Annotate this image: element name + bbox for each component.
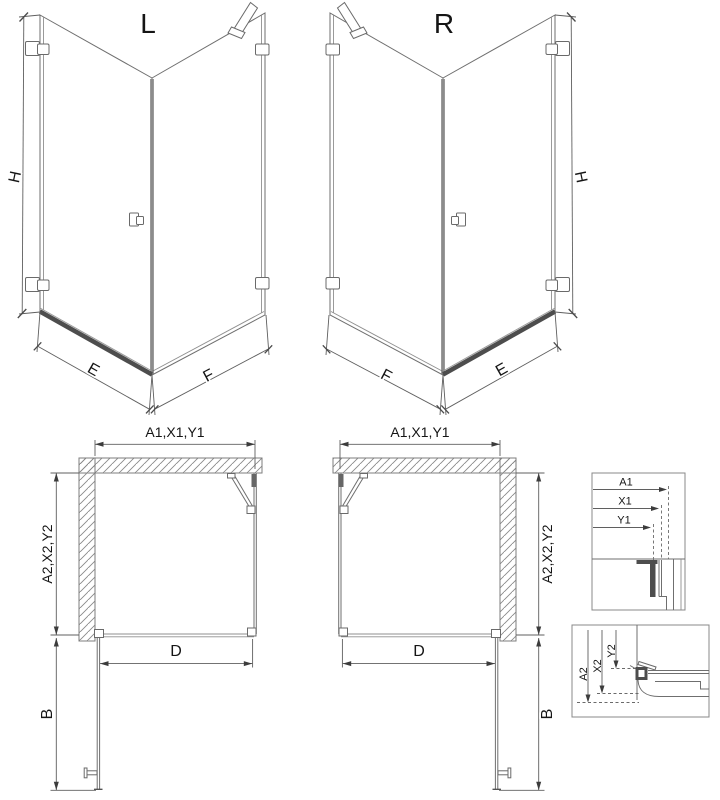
dim-label-door-width-right: E xyxy=(492,360,511,381)
detail-label-x2: X2 xyxy=(592,659,604,673)
wall-hatch-top-right-plan xyxy=(333,458,516,473)
plan-view-left xyxy=(39,424,262,790)
cabin-outline-right xyxy=(323,3,577,416)
wall-hatch-top-left-plan xyxy=(79,458,262,473)
dim-label-return-width-left: F xyxy=(200,366,218,386)
dim-label-return-width-right: F xyxy=(377,366,395,386)
wall-hatch-side-left-plan xyxy=(79,458,95,641)
plan-view-right xyxy=(333,424,556,790)
dim-label-plan-width-left: A1,X1,Y1 xyxy=(145,424,205,440)
iso-view-left xyxy=(6,3,272,416)
dim-label-opening-right: D xyxy=(413,643,425,660)
dim-label-height-right: H xyxy=(570,169,590,185)
cabin-outline-left xyxy=(18,3,272,416)
dim-label-door-swing-left: B xyxy=(39,708,56,720)
dim-label-opening-left: D xyxy=(170,643,182,660)
variant-label-right: R xyxy=(433,8,455,39)
variant-label-left: L xyxy=(140,8,156,39)
detail-label-y1: Y1 xyxy=(617,514,631,527)
detail-width-section xyxy=(592,473,685,610)
dim-label-height-left: H xyxy=(6,169,26,185)
dim-label-door-width-left: E xyxy=(84,360,103,381)
detail-label-a2: A2 xyxy=(578,667,590,681)
detail-label-y2: Y2 xyxy=(606,644,618,658)
detail-label-x1: X1 xyxy=(618,495,632,508)
detail-depth-section xyxy=(572,625,709,717)
wall-hatch-side-right-plan xyxy=(500,458,516,641)
iso-view-right xyxy=(323,3,590,416)
dim-label-plan-depth-right: A2,X2,Y2 xyxy=(539,524,555,584)
dim-label-plan-width-right: A1,X1,Y1 xyxy=(390,424,450,440)
dim-label-plan-depth-left: A2,X2,Y2 xyxy=(39,524,55,584)
dim-label-door-swing-right: B xyxy=(539,708,556,720)
detail-label-a1: A1 xyxy=(619,476,633,489)
